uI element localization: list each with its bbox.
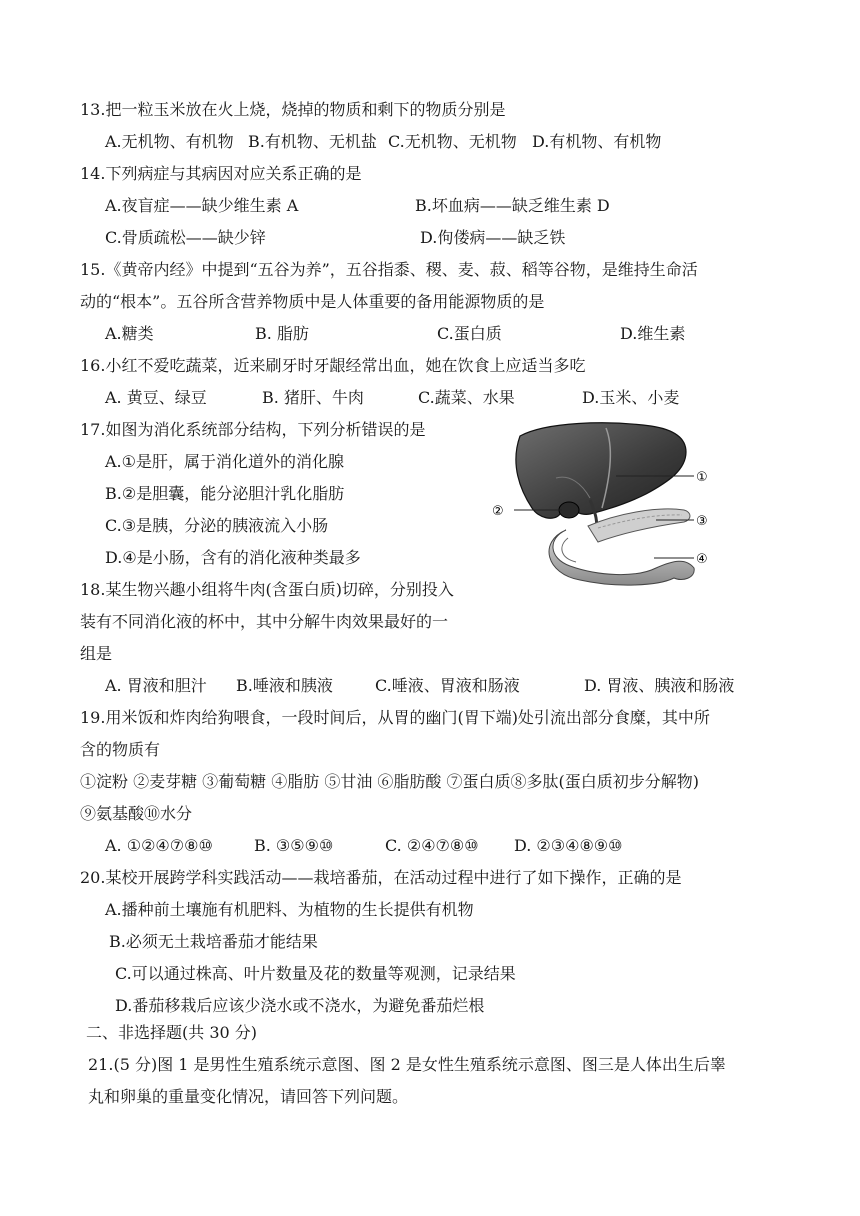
q13-stem: 13.把一粒玉米放在火上烧，烧掉的物质和剩下的物质分别是	[80, 100, 506, 119]
section-2-heading: 二、非选择题(共 30 分)	[86, 1023, 258, 1042]
q21-stem-line2: 丸和卵巢的重量变化情况，请回答下列问题。	[88, 1087, 409, 1106]
q13-option-d: D.有机物、有机物	[532, 132, 662, 151]
q13-option-a: A.无机物、有机物	[105, 132, 234, 151]
q20-option-d: D.番茄移栽后应该少浇水或不浇水，为避免番茄烂根	[115, 996, 485, 1015]
q14-option-d: D.佝偻病——缺乏铁	[420, 228, 566, 247]
q19-option-a: A. ①②④⑦⑧⑩	[105, 836, 213, 855]
q17-stem: 17.如图为消化系统部分结构，下列分析错误的是	[80, 420, 426, 439]
q18-option-d: D. 胃液、胰液和肠液	[584, 676, 735, 695]
q18-stem-line3: 组是	[80, 644, 113, 663]
q14-stem: 14.下列病症与其病因对应关系正确的是	[80, 164, 362, 183]
q16-option-c: C.蔬菜、水果	[418, 388, 515, 407]
q20-stem: 20.某校开展跨学科实践活动——栽培番茄，在活动过程中进行了如下操作，正确的是	[80, 868, 682, 887]
q18-option-a: A. 胃液和胆汁	[105, 676, 207, 695]
digestive-system-figure	[486, 418, 726, 590]
pancreas-shape	[588, 509, 690, 542]
q15-option-d: D.维生素	[620, 324, 686, 343]
digestive-system-illustration	[486, 418, 726, 590]
q18-option-b: B.唾液和胰液	[236, 676, 333, 695]
q15-option-b: B. 脂肪	[255, 324, 309, 343]
q16-stem: 16.小红不爱吃蔬菜，近来刷牙时牙龈经常出血，她在饮食上应适当多吃	[80, 356, 586, 375]
figure-label-2: ②	[492, 504, 504, 519]
q18-option-c: C.唾液、胃液和肠液	[375, 676, 520, 695]
q17-option-d: D.④是小肠，含有的消化液种类最多	[105, 548, 361, 567]
q17-option-b: B.②是胆囊，能分泌胆汁乳化脂肪	[105, 484, 345, 503]
q15-option-c: C.蛋白质	[437, 324, 502, 343]
q18-stem-line1: 18.某生物兴趣小组将牛肉(含蛋白质)切碎，分别投入	[80, 580, 454, 599]
figure-label-3: ③	[696, 514, 708, 529]
q15-stem-line1: 15.《黄帝内经》中提到“五谷为养”，五谷指黍、稷、麦、菽、稻等谷物，是维持生命活	[80, 260, 698, 279]
q15-option-a: A.糖类	[105, 324, 154, 343]
q19-option-b: B. ③⑤⑨⑩	[254, 836, 334, 855]
q14-option-a: A.夜盲症——缺少维生素 A	[105, 196, 299, 215]
q20-option-a: A.播种前土壤施有机肥料、为植物的生长提供有机物	[105, 900, 474, 919]
q17-option-a: A.①是肝，属于消化道外的消化腺	[105, 452, 344, 471]
q20-option-b: B.必须无土栽培番茄才能结果	[109, 932, 318, 951]
q19-stem-line1: 19.用米饭和炸肉给狗喂食，一段时间后，从胃的幽门(胃下端)处引流出部分食糜，其中所	[80, 708, 710, 727]
figure-label-1: ①	[696, 470, 708, 485]
q19-option-d: D. ②③④⑧⑨⑩	[514, 836, 623, 855]
q18-stem-line2: 装有不同消化液的杯中，其中分解牛肉效果最好的一	[80, 612, 449, 631]
q19-list-line2: ⑨氨基酸⑩水分	[80, 804, 193, 823]
q14-option-c: C.骨质疏松——缺少锌	[105, 228, 266, 247]
q19-option-c: C. ②④⑦⑧⑩	[385, 836, 479, 855]
q19-list-line1: ①淀粉 ②麦芽糖 ③葡萄糖 ④脂肪 ⑤甘油 ⑥脂肪酸 ⑦蛋白质⑧多肽(蛋白质初步分解物)	[80, 772, 700, 791]
q19-stem-line2: 含的物质有	[80, 740, 161, 759]
q16-option-d: D.玉米、小麦	[582, 388, 680, 407]
q16-option-b: B. 猪肝、牛肉	[262, 388, 364, 407]
q15-stem-line2: 动的“根本”。五谷所含营养物质中是人体重要的备用能源物质的是	[80, 292, 545, 311]
q14-option-b: B.坏血病——缺乏维生素 D	[415, 196, 610, 215]
q13-option-b: B.有机物、无机盐	[248, 132, 377, 151]
figure-label-4: ④	[696, 552, 708, 567]
liver-shape	[516, 423, 686, 518]
q20-option-c: C.可以通过株高、叶片数量及花的数量等观测，记录结果	[115, 964, 516, 983]
q16-option-a: A. 黄豆、绿豆	[105, 388, 207, 407]
q17-option-c: C.③是胰，分泌的胰液流入小肠	[105, 516, 329, 535]
q21-stem-line1: 21.(5 分)图 1 是男性生殖系统示意图、图 2 是女性生殖系统示意图、图三是人体出生后睾	[88, 1055, 726, 1074]
q13-option-c: C.无机物、无机物	[388, 132, 517, 151]
